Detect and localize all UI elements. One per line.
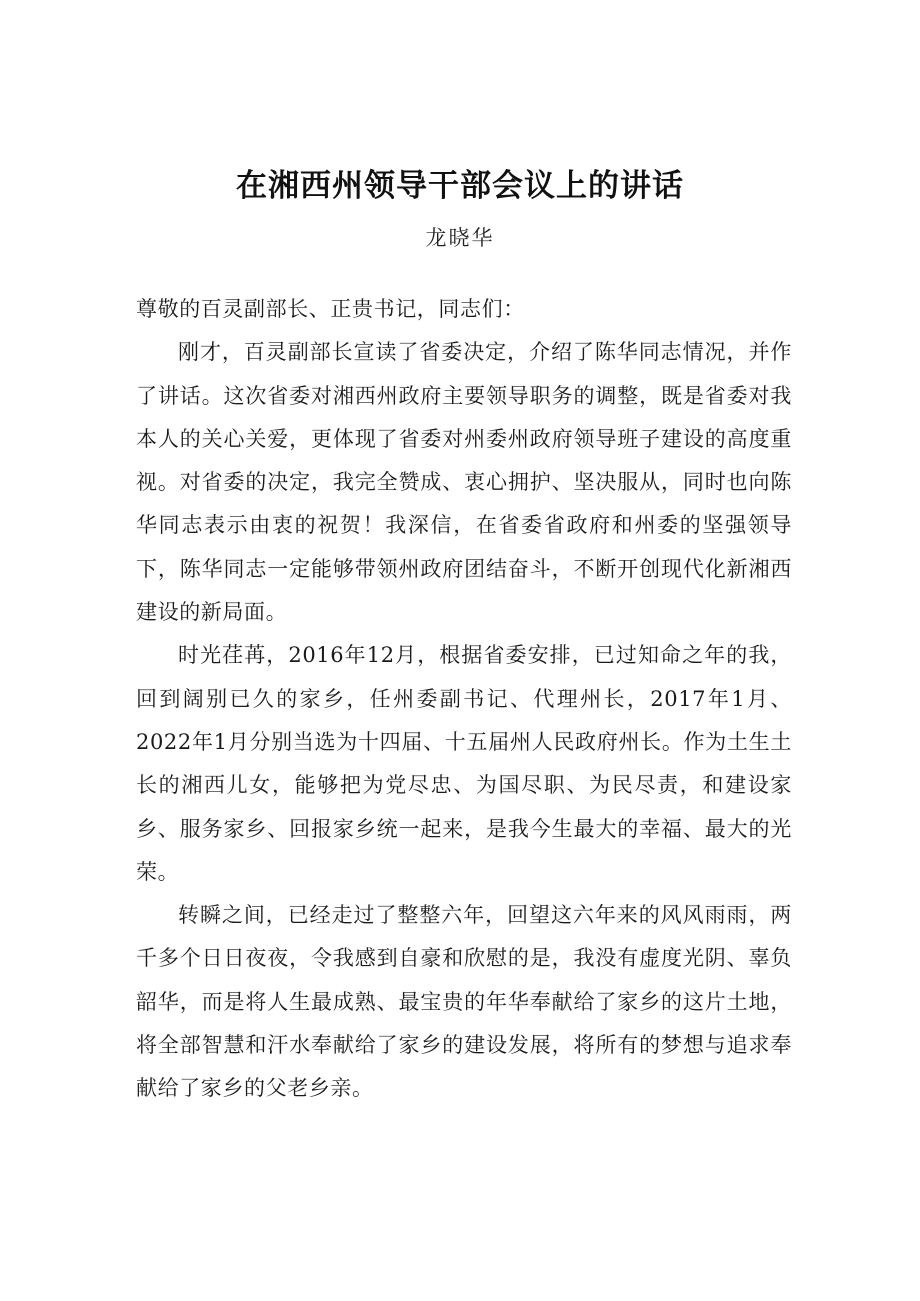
salutation: 尊敬的百灵副部长、正贵书记，同志们：: [136, 297, 525, 321]
paragraph-1: 刚才，百灵副部长宣读了省委决定，介绍了陈华同志情况，并作了讲话。这次省委对湘西州政府主要领导职务的调整，既是省委对我本人的关心关爱，更体现了省委对州委州政府领导班子建设的高度重视。对省委的决定，我完全赞成、衷心拥护、坚决服从，同时也向陈华同志表示由衷的祝贺！我深信，在省委省政府和州委的坚强领导下，陈华同志一定能够带领州政府团结奋斗，不断开创现代化新湘西建设的新局面。: [136, 340, 792, 625]
paragraph-2: 时光荏苒，2016年12月，根据省委安排，已过知命之年的我，回到阔别已久的家乡，任州委副书记、代理州长，2017年1月、2022年1月分别当选为十四届、十五届州人民政府州长。作为土生土长的湘西儿女，能够把为党尽忠、为国尽职、为民尽责，和建设家乡、服务家乡、回报家乡统一起来，是我今生最大的幸福、最大的光荣。: [136, 643, 792, 884]
author-name: 龙晓华: [425, 226, 495, 250]
paragraph-3: 转瞬之间，已经走过了整整六年，回望这六年来的风风雨雨，两千多个日日夜夜，令我感到自豪和欣慰的是，我没有虚度光阴、辜负韶华，而是将人生最成熟、最宝贵的年华奉献给了家乡的这片土地，将全部智慧和汗水奉献给了家乡的建设发展，将所有的梦想与追求奉献给了家乡的父老乡亲。: [136, 903, 792, 1101]
document-title: 在湘西州领导干部会议上的讲话: [236, 168, 684, 204]
speech-body: [136, 288, 792, 1111]
